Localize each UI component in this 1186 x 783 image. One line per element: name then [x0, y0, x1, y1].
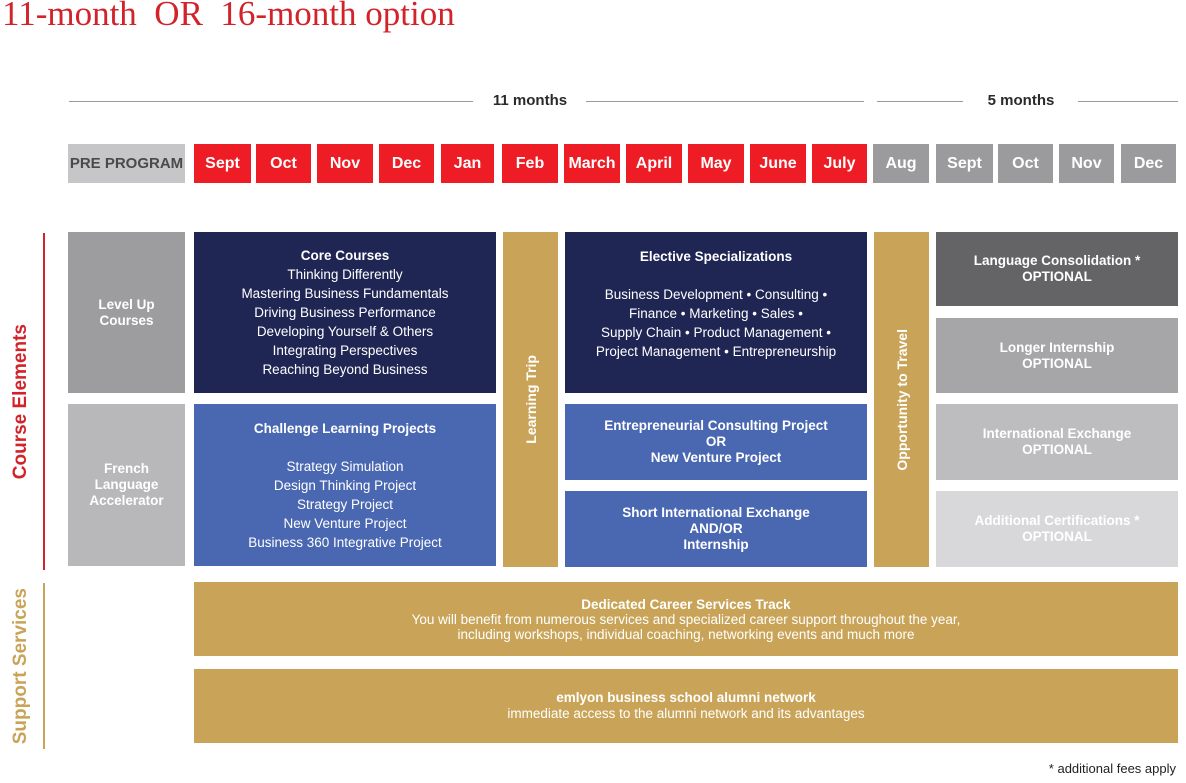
- opportunity-travel-label: Opportunity to Travel: [893, 328, 910, 471]
- month-jan: Jan: [441, 144, 494, 183]
- core-course-item: Reaching Beyond Business: [262, 362, 428, 377]
- longer-internship-line-1: Longer Internship: [999, 339, 1115, 355]
- course-elements-label: Course Elements: [10, 323, 31, 480]
- month-dec: Dec: [379, 144, 434, 183]
- footnote: * additional fees apply: [1048, 761, 1176, 776]
- month-nov: Nov: [317, 144, 373, 183]
- core-course-item: Driving Business Performance: [254, 305, 436, 320]
- alumni-network-title: emlyon business school alumni network: [556, 690, 816, 705]
- french-line-3: Accelerator: [89, 493, 164, 508]
- learning-trip-block: [503, 232, 558, 567]
- course-elements-bar: [43, 233, 45, 570]
- month-july: July: [812, 144, 867, 183]
- month-sept: Sept: [194, 144, 251, 183]
- additional-certifications-block: [936, 491, 1178, 567]
- core-course-item: Developing Yourself & Others: [256, 324, 434, 339]
- month-pre-program: PRE PROGRAM: [68, 144, 185, 183]
- additional-cert-line-2: OPTIONAL: [1022, 529, 1092, 544]
- alumni-network-block: [194, 669, 1178, 743]
- consulting-line-1: Entrepreneurial Consulting Project: [604, 418, 828, 433]
- month-aug: Aug: [873, 144, 929, 183]
- elective-item: Finance • Marketing • Sales •: [628, 306, 803, 321]
- longer-internship-block: [936, 318, 1178, 393]
- span-rule-5-left: [877, 101, 963, 102]
- support-services-label-wrap: [6, 583, 36, 749]
- span-label-5-months: 5 months: [968, 92, 1074, 110]
- month-feb: Feb: [502, 144, 558, 183]
- challenge-project-item: Strategy Simulation: [286, 458, 404, 474]
- consulting-line-2: OR: [705, 434, 727, 449]
- learning-trip-label: Learning Trip: [522, 355, 539, 444]
- exchange-line-3: Internship: [683, 537, 749, 552]
- challenge-project-item: Business 360 Integrative Project: [248, 534, 442, 550]
- short-exchange-block: [565, 491, 867, 567]
- level-up-line-2: Courses: [99, 312, 154, 328]
- core-courses-title: Core Courses: [300, 248, 390, 263]
- lang-consolidation-line-2: OPTIONAL: [1022, 269, 1092, 284]
- month-june: June: [750, 144, 806, 183]
- challenge-project-item: New Venture Project: [283, 515, 407, 531]
- french-accelerator-block: [68, 404, 185, 566]
- additional-cert-line-1: Additional Certifications *: [974, 513, 1140, 528]
- challenge-project-item: Strategy Project: [296, 496, 394, 512]
- elective-item: Business Development • Consulting •: [604, 287, 828, 302]
- elective-item: Supply Chain • Product Management •: [600, 325, 832, 340]
- international-exchange-block: [936, 404, 1178, 480]
- month-may: May: [688, 144, 744, 183]
- span-rule-11-left: [69, 101, 473, 102]
- consulting-project-block: [565, 404, 867, 480]
- language-consolidation-block: [936, 232, 1178, 306]
- elective-specializations-block: [565, 232, 867, 393]
- month-march: March: [564, 144, 620, 183]
- career-services-title: Dedicated Career Services Track: [581, 596, 791, 612]
- elective-title: Elective Specializations: [639, 249, 793, 264]
- exchange-line-1: Short International Exchange: [622, 505, 810, 520]
- core-courses-block: [194, 232, 496, 393]
- exchange-line-2: AND/OR: [689, 521, 743, 536]
- core-course-item: Integrating Perspectives: [272, 343, 418, 358]
- core-course-item: Thinking Differently: [287, 267, 403, 282]
- month-april: April: [626, 144, 682, 183]
- intl-exchange-line-2: OPTIONAL: [1022, 442, 1092, 457]
- support-services-bar: [43, 583, 45, 749]
- elective-item: Project Management • Entrepreneurship: [595, 344, 837, 359]
- month-extra-dec: Dec: [1121, 144, 1176, 183]
- alumni-network-line: immediate access to the alumni network and its advantages: [507, 706, 865, 721]
- career-services-line: including workshops, individual coaching, networking events and much more: [457, 626, 915, 642]
- level-up-line-1: Level Up: [98, 296, 155, 312]
- core-course-item: Mastering Business Fundamentals: [241, 286, 449, 301]
- month-oct: Oct: [256, 144, 311, 183]
- month-extra-sept: Sept: [936, 144, 993, 183]
- career-services-block: [194, 582, 1178, 656]
- span-rule-5-right: [1078, 101, 1178, 102]
- french-line-2: Language: [94, 477, 159, 492]
- challenge-projects-title: Challenge Learning Projects: [253, 420, 437, 436]
- level-up-courses-block: [68, 232, 185, 393]
- longer-internship-line-2: OPTIONAL: [1022, 355, 1092, 371]
- intl-exchange-line-1: International Exchange: [982, 426, 1132, 441]
- month-extra-oct: Oct: [998, 144, 1053, 183]
- course-elements-label-wrap: [6, 233, 36, 570]
- page-title: 11-month OR 16-month option: [2, 0, 455, 33]
- lang-consolidation-line-1: Language Consolidation *: [973, 253, 1141, 268]
- challenge-projects-block: [194, 404, 496, 566]
- consulting-line-3: New Venture Project: [650, 450, 782, 465]
- french-line-1: French: [103, 461, 149, 476]
- span-rule-11-right: [586, 101, 864, 102]
- support-services-label: Support Services: [10, 587, 31, 745]
- span-label-11-months: 11 months: [478, 92, 582, 110]
- opportunity-travel-block: [874, 232, 929, 567]
- month-extra-nov: Nov: [1059, 144, 1114, 183]
- challenge-project-item: Design Thinking Project: [273, 477, 417, 493]
- career-services-line: You will benefit from numerous services and specialized career support throughout the year,: [411, 611, 961, 627]
